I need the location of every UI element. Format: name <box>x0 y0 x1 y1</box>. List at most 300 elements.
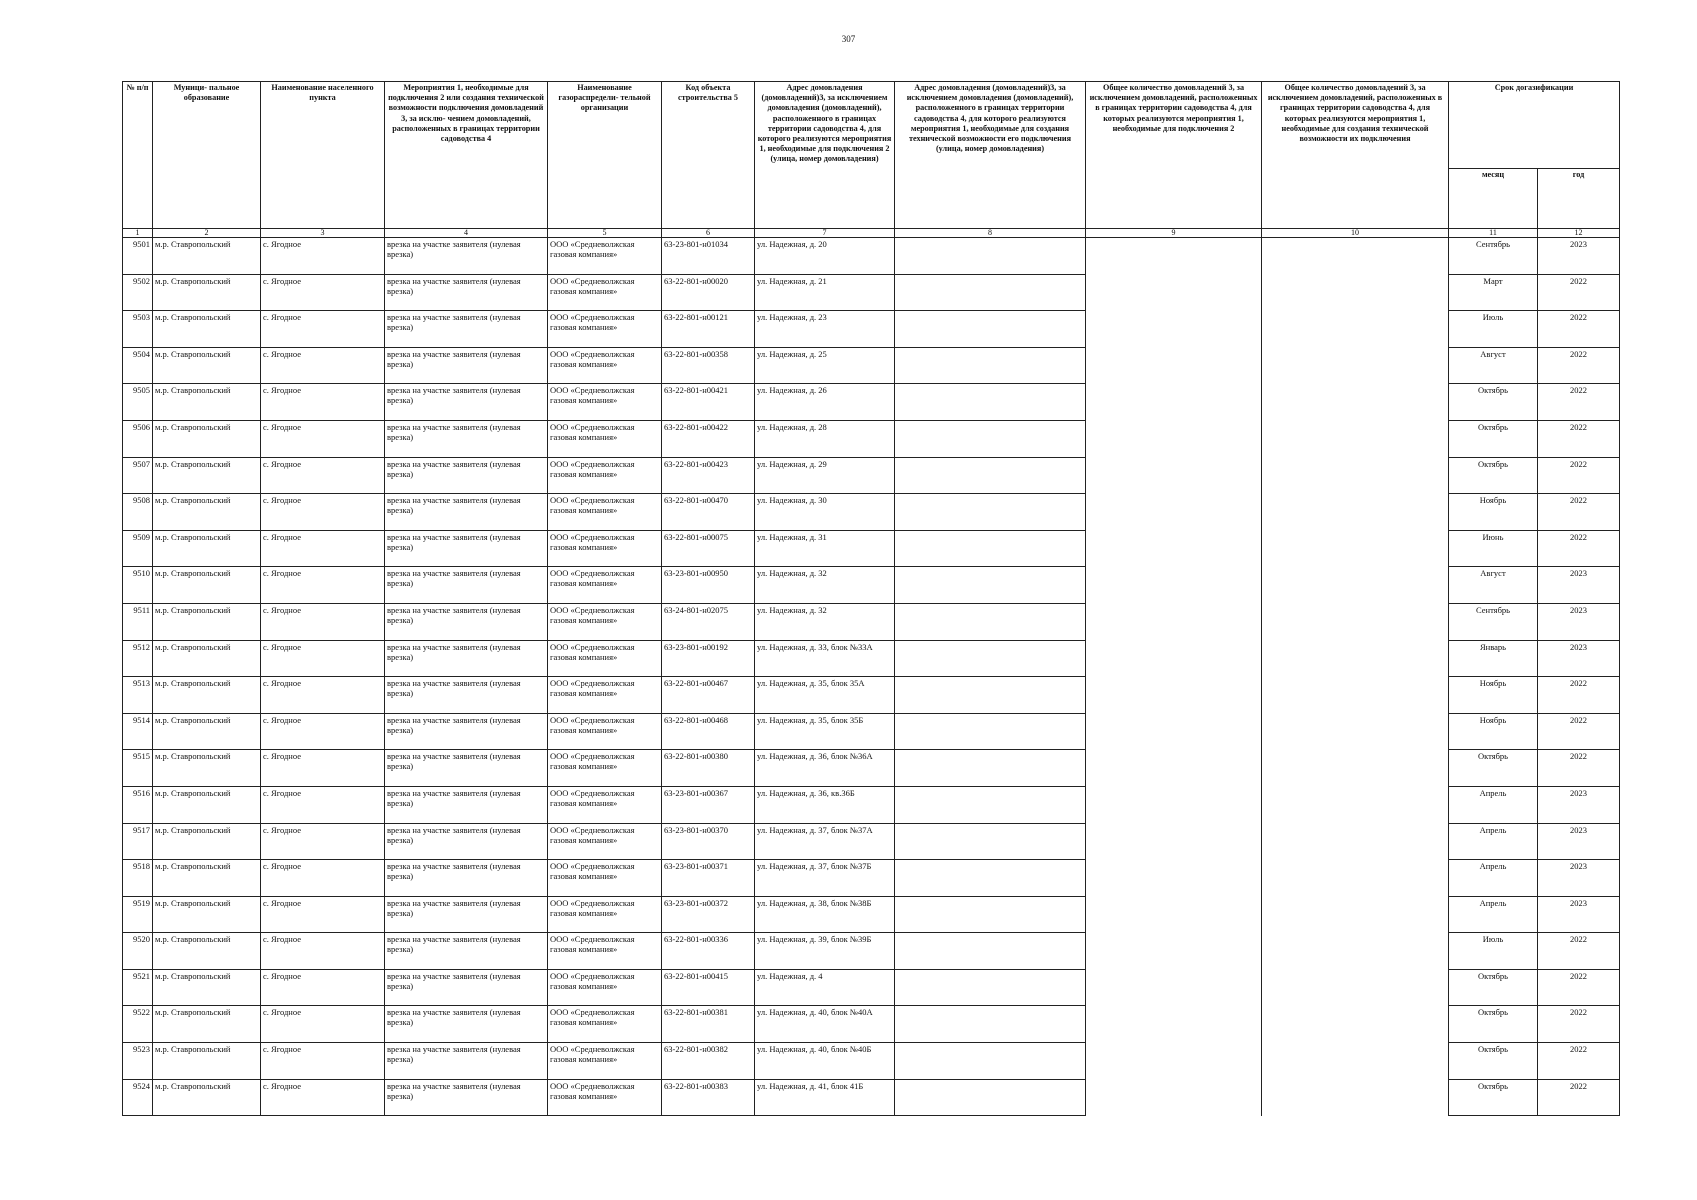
cell-settlement: с. Ягодное <box>261 603 385 640</box>
cell-month: Сентябрь <box>1449 603 1538 640</box>
cell-settlement: с. Ягодное <box>261 969 385 1006</box>
cell-organization: ООО «Средневолжская газовая компания» <box>548 640 662 677</box>
header-col-count-technical: Общее количество домовладений 3, за исключением домовладений, расположенных в границах территории садоводства 4, для которых реализуются мероприятия 1, необходимые для создания технической возможности их подключения <box>1262 82 1449 229</box>
column-number: 2 <box>153 229 261 238</box>
cell-settlement: с. Ягодное <box>261 238 385 275</box>
column-number: 9 <box>1086 229 1262 238</box>
cell-count-connection <box>1086 750 1262 787</box>
cell-address-technical <box>895 530 1086 567</box>
cell-organization: ООО «Средневолжская газовая компания» <box>548 274 662 311</box>
cell-organization: ООО «Средневолжская газовая компания» <box>548 677 662 714</box>
cell-number: 9515 <box>123 750 153 787</box>
cell-address: ул. Надежная, д. 32 <box>755 603 895 640</box>
cell-year: 2023 <box>1538 567 1620 604</box>
cell-month: Сентябрь <box>1449 238 1538 275</box>
cell-object-code: 63-22-801-н00415 <box>662 969 755 1006</box>
cell-activity: врезка на участке заявителя (нулевая врезка) <box>385 347 548 384</box>
header-col-number: № п/п <box>123 82 153 229</box>
cell-month: Август <box>1449 347 1538 384</box>
cell-number: 9506 <box>123 420 153 457</box>
cell-municipality: м.р. Ставропольский <box>153 860 261 897</box>
column-number: 8 <box>895 229 1086 238</box>
cell-number: 9505 <box>123 384 153 421</box>
cell-activity: врезка на участке заявителя (нулевая врезка) <box>385 860 548 897</box>
header-row <box>123 82 1620 169</box>
cell-municipality: м.р. Ставропольский <box>153 494 261 531</box>
cell-number: 9513 <box>123 677 153 714</box>
cell-object-code: 63-23-801-н00367 <box>662 786 755 823</box>
cell-organization: ООО «Средневолжская газовая компания» <box>548 1006 662 1043</box>
cell-object-code: 63-23-801-н00370 <box>662 823 755 860</box>
cell-count-technical <box>1262 750 1449 787</box>
cell-address-technical <box>895 494 1086 531</box>
table-row <box>123 457 1620 494</box>
cell-activity: врезка на участке заявителя (нулевая врезка) <box>385 494 548 531</box>
cell-activity: врезка на участке заявителя (нулевая врезка) <box>385 238 548 275</box>
cell-activity: врезка на участке заявителя (нулевая врезка) <box>385 420 548 457</box>
cell-activity: врезка на участке заявителя (нулевая врезка) <box>385 311 548 348</box>
cell-number: 9510 <box>123 567 153 604</box>
cell-settlement: с. Ягодное <box>261 311 385 348</box>
cell-object-code: 63-22-801-н00421 <box>662 384 755 421</box>
cell-year: 2022 <box>1538 457 1620 494</box>
cell-address: ул. Надежная, д. 36, кв.36Б <box>755 786 895 823</box>
cell-month: Апрель <box>1449 860 1538 897</box>
cell-address: ул. Надежная, д. 21 <box>755 274 895 311</box>
cell-count-connection <box>1086 823 1262 860</box>
cell-month: Октябрь <box>1449 1006 1538 1043</box>
cell-settlement: с. Ягодное <box>261 677 385 714</box>
cell-year: 2022 <box>1538 750 1620 787</box>
column-number: 7 <box>755 229 895 238</box>
table-row <box>123 494 1620 531</box>
cell-year: 2023 <box>1538 238 1620 275</box>
cell-month: Октябрь <box>1449 750 1538 787</box>
cell-count-connection <box>1086 713 1262 750</box>
table-row <box>123 1006 1620 1043</box>
cell-number: 9516 <box>123 786 153 823</box>
cell-settlement: с. Ягодное <box>261 823 385 860</box>
header-col-year: год <box>1538 169 1620 229</box>
cell-count-connection <box>1086 311 1262 348</box>
cell-count-connection <box>1086 238 1262 275</box>
cell-object-code: 63-22-801-н00381 <box>662 1006 755 1043</box>
cell-month: Октябрь <box>1449 384 1538 421</box>
cell-municipality: м.р. Ставропольский <box>153 457 261 494</box>
table-row <box>123 713 1620 750</box>
cell-number: 9521 <box>123 969 153 1006</box>
cell-address: ул. Надежная, д. 33, блок №33А <box>755 640 895 677</box>
cell-organization: ООО «Средневолжская газовая компания» <box>548 530 662 567</box>
cell-number: 9502 <box>123 274 153 311</box>
cell-number: 9501 <box>123 238 153 275</box>
cell-count-technical <box>1262 457 1449 494</box>
cell-settlement: с. Ягодное <box>261 494 385 531</box>
cell-address: ул. Надежная, д. 25 <box>755 347 895 384</box>
cell-municipality: м.р. Ставропольский <box>153 1006 261 1043</box>
cell-year: 2023 <box>1538 603 1620 640</box>
cell-number: 9509 <box>123 530 153 567</box>
cell-year: 2022 <box>1538 933 1620 970</box>
table-row <box>123 1079 1620 1116</box>
cell-settlement: с. Ягодное <box>261 1006 385 1043</box>
column-number: 6 <box>662 229 755 238</box>
cell-activity: врезка на участке заявителя (нулевая врезка) <box>385 823 548 860</box>
cell-count-connection <box>1086 860 1262 897</box>
cell-address-technical <box>895 860 1086 897</box>
cell-address: ул. Надежная, д. 37, блок №37Б <box>755 860 895 897</box>
cell-address: ул. Надежная, д. 28 <box>755 420 895 457</box>
cell-activity: врезка на участке заявителя (нулевая врезка) <box>385 713 548 750</box>
cell-organization: ООО «Средневолжская газовая компания» <box>548 238 662 275</box>
cell-object-code: 63-22-801-н00358 <box>662 347 755 384</box>
cell-object-code: 63-22-801-н00380 <box>662 750 755 787</box>
cell-address-technical <box>895 713 1086 750</box>
cell-address-technical <box>895 750 1086 787</box>
cell-address-technical <box>895 274 1086 311</box>
header-col-count-connection: Общее количество домовладений 3, за исключением домовладений, расположенных в границах территории садоводства 4, для которых реализуются мероприятия 1, необходимые для подключения 2 <box>1086 82 1262 229</box>
header-col-address-technical: Адрес домовладения (домовладений)3, за исключением домовладения (домовладений), расположенного в границах территории садоводства 4, для которого реализуются мероприятия 1, необходимые для создания технической возможности его подключения (улица, номер домовладения) <box>895 82 1086 229</box>
cell-settlement: с. Ягодное <box>261 347 385 384</box>
cell-settlement: с. Ягодное <box>261 1043 385 1080</box>
cell-month: Ноябрь <box>1449 713 1538 750</box>
cell-address-technical <box>895 823 1086 860</box>
cell-municipality: м.р. Ставропольский <box>153 823 261 860</box>
cell-address: ул. Надежная, д. 32 <box>755 567 895 604</box>
cell-count-technical <box>1262 860 1449 897</box>
table-row <box>123 640 1620 677</box>
cell-year: 2023 <box>1538 823 1620 860</box>
cell-address: ул. Надежная, д. 26 <box>755 384 895 421</box>
cell-year: 2022 <box>1538 1043 1620 1080</box>
cell-year: 2022 <box>1538 311 1620 348</box>
cell-count-connection <box>1086 677 1262 714</box>
cell-count-connection <box>1086 786 1262 823</box>
table-row <box>123 896 1620 933</box>
cell-count-technical <box>1262 311 1449 348</box>
cell-activity: врезка на участке заявителя (нулевая врезка) <box>385 1006 548 1043</box>
cell-organization: ООО «Средневолжская газовая компания» <box>548 1043 662 1080</box>
cell-month: Октябрь <box>1449 457 1538 494</box>
cell-address: ул. Надежная, д. 40, блок №40Б <box>755 1043 895 1080</box>
cell-organization: ООО «Средневолжская газовая компания» <box>548 347 662 384</box>
cell-address-technical <box>895 238 1086 275</box>
cell-count-connection <box>1086 640 1262 677</box>
cell-municipality: м.р. Ставропольский <box>153 603 261 640</box>
cell-count-technical <box>1262 274 1449 311</box>
cell-year: 2022 <box>1538 384 1620 421</box>
cell-year: 2023 <box>1538 786 1620 823</box>
cell-activity: врезка на участке заявителя (нулевая врезка) <box>385 786 548 823</box>
cell-count-connection <box>1086 1079 1262 1116</box>
cell-count-technical <box>1262 677 1449 714</box>
cell-object-code: 63-22-801-н00467 <box>662 677 755 714</box>
cell-number: 9517 <box>123 823 153 860</box>
table-row <box>123 933 1620 970</box>
cell-address-technical <box>895 786 1086 823</box>
table-row <box>123 420 1620 457</box>
cell-activity: врезка на участке заявителя (нулевая врезка) <box>385 530 548 567</box>
column-number: 3 <box>261 229 385 238</box>
header-col-municipality: Муници- пальное образование <box>153 82 261 229</box>
table-row <box>123 677 1620 714</box>
cell-address-technical <box>895 896 1086 933</box>
cell-address: ул. Надежная, д. 38, блок №38Б <box>755 896 895 933</box>
cell-number: 9524 <box>123 1079 153 1116</box>
cell-address: ул. Надежная, д. 37, блок №37А <box>755 823 895 860</box>
cell-count-connection <box>1086 274 1262 311</box>
cell-organization: ООО «Средневолжская газовая компания» <box>548 896 662 933</box>
cell-settlement: с. Ягодное <box>261 860 385 897</box>
cell-number: 9504 <box>123 347 153 384</box>
page-number: 307 <box>841 34 856 44</box>
cell-activity: врезка на участке заявителя (нулевая врезка) <box>385 567 548 604</box>
cell-number: 9511 <box>123 603 153 640</box>
cell-object-code: 63-22-801-н00336 <box>662 933 755 970</box>
cell-address: ул. Надежная, д. 29 <box>755 457 895 494</box>
cell-address: ул. Надежная, д. 23 <box>755 311 895 348</box>
cell-municipality: м.р. Ставропольский <box>153 786 261 823</box>
cell-settlement: с. Ягодное <box>261 530 385 567</box>
cell-settlement: с. Ягодное <box>261 1079 385 1116</box>
header-col-settlement: Наименование населенного пункта <box>261 82 385 229</box>
cell-organization: ООО «Средневолжская газовая компания» <box>548 713 662 750</box>
cell-municipality: м.р. Ставропольский <box>153 384 261 421</box>
cell-address: ул. Надежная, д. 31 <box>755 530 895 567</box>
cell-month: Июль <box>1449 311 1538 348</box>
cell-number: 9514 <box>123 713 153 750</box>
gasification-table <box>122 81 1620 1116</box>
cell-year: 2022 <box>1538 1006 1620 1043</box>
table-row <box>123 311 1620 348</box>
cell-count-technical <box>1262 896 1449 933</box>
cell-count-connection <box>1086 420 1262 457</box>
cell-settlement: с. Ягодное <box>261 896 385 933</box>
cell-address-technical <box>895 384 1086 421</box>
cell-settlement: с. Ягодное <box>261 640 385 677</box>
cell-organization: ООО «Средневолжская газовая компания» <box>548 750 662 787</box>
cell-count-connection <box>1086 347 1262 384</box>
cell-year: 2022 <box>1538 677 1620 714</box>
cell-municipality: м.р. Ставропольский <box>153 933 261 970</box>
cell-address: ул. Надежная, д. 40, блок №40А <box>755 1006 895 1043</box>
cell-activity: врезка на участке заявителя (нулевая врезка) <box>385 750 548 787</box>
cell-address: ул. Надежная, д. 20 <box>755 238 895 275</box>
cell-object-code: 63-22-801-н00423 <box>662 457 755 494</box>
cell-count-technical <box>1262 640 1449 677</box>
cell-settlement: с. Ягодное <box>261 786 385 823</box>
cell-month: Октябрь <box>1449 1079 1538 1116</box>
cell-count-technical <box>1262 347 1449 384</box>
cell-number: 9519 <box>123 896 153 933</box>
header-col-address-connection: Адрес домовладения (домовладений)3, за исключением домовладения (домовладений), расположенного в границах территории садоводства 4, для которого реализуются мероприятия 1, необходимые для подключения 2 (улица, номер домовладения) <box>755 82 895 229</box>
cell-count-technical <box>1262 420 1449 457</box>
cell-organization: ООО «Средневолжская газовая компания» <box>548 603 662 640</box>
cell-object-code: 63-23-801-н00372 <box>662 896 755 933</box>
cell-object-code: 63-23-801-н00950 <box>662 567 755 604</box>
cell-settlement: с. Ягодное <box>261 933 385 970</box>
cell-count-technical <box>1262 384 1449 421</box>
cell-settlement: с. Ягодное <box>261 384 385 421</box>
cell-address-technical <box>895 420 1086 457</box>
cell-year: 2022 <box>1538 494 1620 531</box>
cell-count-technical <box>1262 1006 1449 1043</box>
cell-month: Август <box>1449 567 1538 604</box>
table-row <box>123 1043 1620 1080</box>
cell-month: Апрель <box>1449 823 1538 860</box>
cell-municipality: м.р. Ставропольский <box>153 1043 261 1080</box>
cell-month: Апрель <box>1449 786 1538 823</box>
cell-address: ул. Надежная, д. 36, блок №36А <box>755 750 895 787</box>
cell-object-code: 63-22-801-н00470 <box>662 494 755 531</box>
header-col-month: месяц <box>1449 169 1538 229</box>
cell-activity: врезка на участке заявителя (нулевая врезка) <box>385 384 548 421</box>
cell-object-code: 63-22-801-н00468 <box>662 713 755 750</box>
cell-count-technical <box>1262 494 1449 531</box>
cell-year: 2022 <box>1538 347 1620 384</box>
cell-object-code: 63-22-801-н00383 <box>662 1079 755 1116</box>
cell-municipality: м.р. Ставропольский <box>153 896 261 933</box>
cell-count-technical <box>1262 238 1449 275</box>
cell-settlement: с. Ягодное <box>261 713 385 750</box>
cell-count-connection <box>1086 1043 1262 1080</box>
column-number: 4 <box>385 229 548 238</box>
cell-object-code: 63-23-801-н01034 <box>662 238 755 275</box>
cell-count-connection <box>1086 603 1262 640</box>
cell-municipality: м.р. Ставропольский <box>153 750 261 787</box>
cell-number: 9503 <box>123 311 153 348</box>
cell-activity: врезка на участке заявителя (нулевая врезка) <box>385 1079 548 1116</box>
cell-count-technical <box>1262 1079 1449 1116</box>
cell-address-technical <box>895 603 1086 640</box>
cell-address-technical <box>895 677 1086 714</box>
cell-count-connection <box>1086 969 1262 1006</box>
cell-count-technical <box>1262 1043 1449 1080</box>
cell-address: ул. Надежная, д. 39, блок №39Б <box>755 933 895 970</box>
cell-municipality: м.р. Ставропольский <box>153 274 261 311</box>
table-row <box>123 969 1620 1006</box>
cell-organization: ООО «Средневолжская газовая компания» <box>548 860 662 897</box>
cell-organization: ООО «Средневолжская газовая компания» <box>548 786 662 823</box>
cell-year: 2023 <box>1538 896 1620 933</box>
cell-year: 2022 <box>1538 969 1620 1006</box>
cell-address-technical <box>895 640 1086 677</box>
cell-year: 2023 <box>1538 640 1620 677</box>
cell-address-technical <box>895 969 1086 1006</box>
cell-number: 9522 <box>123 1006 153 1043</box>
cell-year: 2022 <box>1538 530 1620 567</box>
cell-count-connection <box>1086 896 1262 933</box>
cell-count-connection <box>1086 530 1262 567</box>
cell-organization: ООО «Средневолжская газовая компания» <box>548 1079 662 1116</box>
cell-organization: ООО «Средневолжская газовая компания» <box>548 420 662 457</box>
column-number: 10 <box>1262 229 1449 238</box>
cell-count-technical <box>1262 530 1449 567</box>
cell-settlement: с. Ягодное <box>261 420 385 457</box>
cell-count-technical <box>1262 786 1449 823</box>
cell-count-technical <box>1262 713 1449 750</box>
table-row <box>123 860 1620 897</box>
table-row <box>123 567 1620 604</box>
cell-count-connection <box>1086 1006 1262 1043</box>
cell-activity: врезка на участке заявителя (нулевая врезка) <box>385 896 548 933</box>
cell-activity: врезка на участке заявителя (нулевая врезка) <box>385 677 548 714</box>
cell-settlement: с. Ягодное <box>261 274 385 311</box>
cell-object-code: 63-22-801-н00382 <box>662 1043 755 1080</box>
cell-activity: врезка на участке заявителя (нулевая врезка) <box>385 603 548 640</box>
cell-count-connection <box>1086 494 1262 531</box>
cell-organization: ООО «Средневолжская газовая компания» <box>548 969 662 1006</box>
cell-month: Ноябрь <box>1449 677 1538 714</box>
cell-year: 2022 <box>1538 274 1620 311</box>
cell-municipality: м.р. Ставропольский <box>153 567 261 604</box>
cell-month: Январь <box>1449 640 1538 677</box>
cell-year: 2023 <box>1538 860 1620 897</box>
cell-municipality: м.р. Ставропольский <box>153 969 261 1006</box>
cell-month: Июнь <box>1449 530 1538 567</box>
cell-municipality: м.р. Ставропольский <box>153 713 261 750</box>
cell-number: 9508 <box>123 494 153 531</box>
cell-address: ул. Надежная, д. 4 <box>755 969 895 1006</box>
cell-address: ул. Надежная, д. 30 <box>755 494 895 531</box>
cell-month: Октябрь <box>1449 1043 1538 1080</box>
cell-address-technical <box>895 1079 1086 1116</box>
header-col-activities: Мероприятия 1, необходимые для подключения 2 или создания технической возможности подключения домовладений 3, за исклю- чением домовладений, расположенных в границах территории садоводства 4 <box>385 82 548 229</box>
cell-organization: ООО «Средневолжская газовая компания» <box>548 933 662 970</box>
cell-activity: врезка на участке заявителя (нулевая врезка) <box>385 933 548 970</box>
table-row <box>123 274 1620 311</box>
table-row <box>123 750 1620 787</box>
cell-count-technical <box>1262 603 1449 640</box>
cell-object-code: 63-23-801-н00371 <box>662 860 755 897</box>
cell-municipality: м.р. Ставропольский <box>153 640 261 677</box>
cell-activity: врезка на участке заявителя (нулевая врезка) <box>385 640 548 677</box>
cell-address-technical <box>895 933 1086 970</box>
cell-settlement: с. Ягодное <box>261 567 385 604</box>
cell-settlement: с. Ягодное <box>261 750 385 787</box>
table-body <box>123 238 1620 1116</box>
cell-month: Июль <box>1449 933 1538 970</box>
cell-object-code: 63-22-801-н00121 <box>662 311 755 348</box>
cell-organization: ООО «Средневолжская газовая компания» <box>548 494 662 531</box>
cell-municipality: м.р. Ставропольский <box>153 420 261 457</box>
cell-organization: ООО «Средневолжская газовая компания» <box>548 311 662 348</box>
table-row <box>123 530 1620 567</box>
cell-activity: врезка на участке заявителя (нулевая врезка) <box>385 274 548 311</box>
cell-address: ул. Надежная, д. 35, блок 35Б <box>755 713 895 750</box>
cell-municipality: м.р. Ставропольский <box>153 311 261 348</box>
cell-number: 9518 <box>123 860 153 897</box>
cell-number: 9520 <box>123 933 153 970</box>
column-number: 12 <box>1538 229 1620 238</box>
cell-number: 9507 <box>123 457 153 494</box>
column-number: 1 <box>123 229 153 238</box>
cell-month: Апрель <box>1449 896 1538 933</box>
cell-count-connection <box>1086 567 1262 604</box>
cell-count-connection <box>1086 457 1262 494</box>
cell-count-technical <box>1262 969 1449 1006</box>
cell-count-technical <box>1262 933 1449 970</box>
cell-municipality: м.р. Ставропольский <box>153 677 261 714</box>
cell-year: 2022 <box>1538 1079 1620 1116</box>
table-row <box>123 603 1620 640</box>
cell-month: Ноябрь <box>1449 494 1538 531</box>
cell-object-code: 63-22-801-н00020 <box>662 274 755 311</box>
column-number: 11 <box>1449 229 1538 238</box>
table-row <box>123 238 1620 275</box>
cell-municipality: м.р. Ставропольский <box>153 1079 261 1116</box>
cell-municipality: м.р. Ставропольский <box>153 238 261 275</box>
